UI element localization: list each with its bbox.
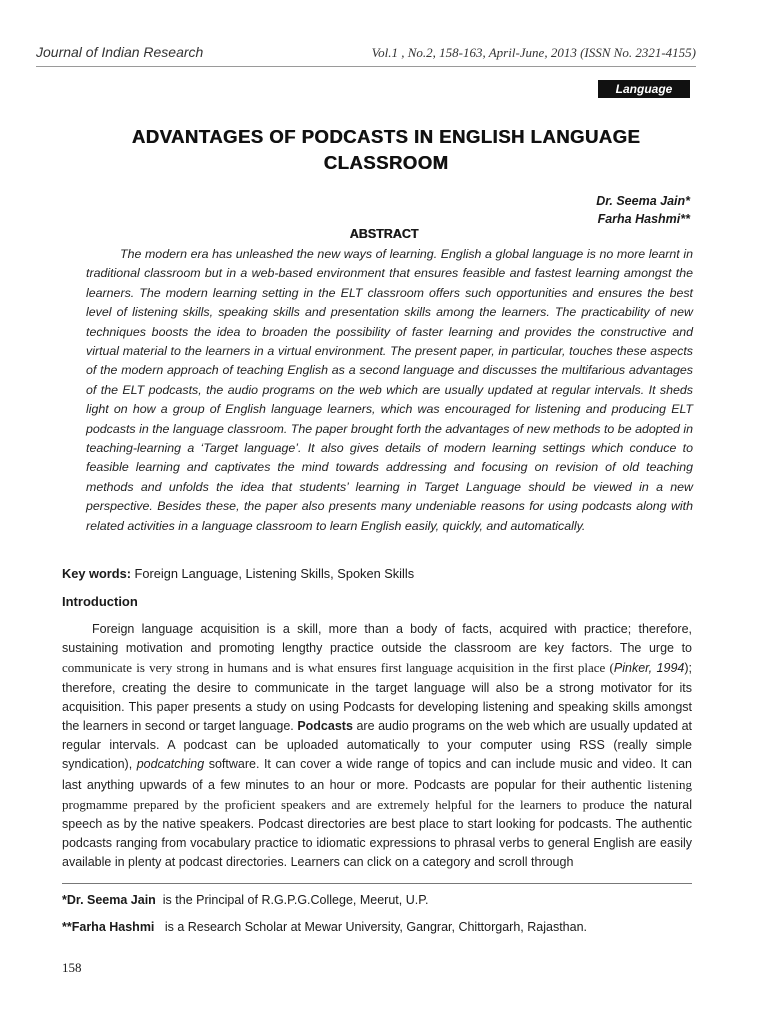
page-number: 158 — [62, 960, 82, 975]
footnote-1-marker: * — [62, 893, 67, 907]
intro-text-4: are audio programs on the web which are usually updated at regular intervals. A podcast can be uploaded automatically to your computer using RSS (really simple syndication), — [62, 719, 693, 772]
intro-text-5: software. It can cover a wide range of topics and can include music and video. It can last anything upwards of a few minutes to an hour or more. Podcasts are popular for their authentic — [62, 757, 692, 792]
abstract-body — [86, 245, 693, 536]
volume-info: Vol.1 , No.2, 158-163, April-June, 2013 (ISSN No. 2321-4155) — [371, 45, 696, 60]
citation-year: 1994 — [656, 661, 685, 676]
author-2: Farha Hashmi** — [597, 212, 690, 226]
podcasts-term: Podcasts — [297, 719, 353, 734]
intro-text-2: communicate is very strong in humans and is what ensures first language acquisition in the first place ( — [62, 660, 614, 676]
abstract-text: The modern era has unleashed the new ways of learning. English a global language is no more learnt in traditional classroom but in a web-based environment that ensures feasible and fastest learning amongst the learners. The modern learning setting in the ELT classroom offers such opportunities and ensures the best level of listening skills, speaking skills and presentation skills among the learners. The practicability of new techniques boosts the idea to broaden the possibility of faster learning and provides the constructive and virtual material to the learners in a virtual environment. The present paper, in particular, touches these aspects of the modern approach of teaching English as a second language and discusses the multifarious advantages of the ELT podcasts, the audio programs on the web which are usually updated at regular intervals. It sheds light on how a group of English language learners, which was encouraged for listening and producing ELT podcasts in the language classroom. The paper brought forth the advantages of new methods to be adopted in teaching-learning a ‘Target language’. It also gives details of modern learning settings which conduce to feasible learning and captivates the mind towards addressing and focusing on revision of old teaching methods and unfolds the idea that students’ learning in Target Language should be viewed in a new perspective. Besides these, the paper also presents many undeniable reasons for using podcasts along with related activities in a language classroom to learn English easily, quickly, and automatically. — [86, 247, 693, 533]
keywords-label: Key words: — [62, 566, 131, 581]
author-list — [596, 192, 690, 228]
citation-name: Pinker, — [613, 661, 653, 676]
article-title: ADVANTAGES OF PODCASTS IN ENGLISH LANGUAGE CLASSROOM — [131, 126, 641, 173]
section-badge: Language — [598, 80, 690, 98]
footnote-2-name: Farha Hashmi — [71, 920, 155, 934]
journal-name: Journal of Indian Research — [36, 44, 204, 60]
introduction-heading: Introduction — [62, 594, 138, 609]
footnote-1-text: is the Principal of R.G.P.G.College, Meerut, U.P. — [162, 893, 429, 907]
podcatching-term: podcatching — [136, 757, 205, 772]
footnote-2-text: is a Research Scholar at Mewar University, Gangrar, Chittorgarh, Rajasthan. — [164, 920, 587, 934]
intro-text-7: the natural speech as by the native speakers. Podcast directories are best place to start looking for podcasts. The authentic podcasts ranging from vocabulary practice to idiomatic expressions to phrasal verbs to general English are easily available in plenty at podcast directories. Learners can click on a category and scroll through — [62, 797, 692, 870]
abstract-heading: ABSTRACT — [349, 227, 419, 241]
header-rule — [36, 66, 696, 67]
intro-text-6: listening progmamme prepared by the proficient speakers and are extremely helpful for the learners to produce — [62, 776, 692, 812]
footnote-rule — [62, 883, 692, 884]
keywords-value: Foreign Language, Listening Skills, Spoken Skills — [134, 566, 415, 581]
footnote-1 — [62, 893, 428, 907]
author-1: Dr. Seema Jain* — [596, 194, 690, 208]
footnote-2-marker: ** — [62, 920, 72, 934]
keywords — [62, 566, 414, 581]
introduction-paragraph — [62, 620, 692, 873]
footnote-1-name: Dr. Seema Jain — [66, 893, 156, 907]
intro-text-1: Foreign language acquisition is a skill, more than a body of facts, acquired with practice; therefore, sustaining motivation and promoting lengthy practice outside the classroom are key factors. The urge to — [62, 622, 692, 656]
introduction-body — [62, 620, 692, 873]
intro-text-3: ); therefore, creating the desire to communicate in the target language will also be a strong motivator for its acquisition. This paper presents a study on using Podcasts for developing listening and speaking skills amongst the learners in second or target language. — [62, 661, 692, 734]
footnote-2 — [62, 920, 587, 934]
